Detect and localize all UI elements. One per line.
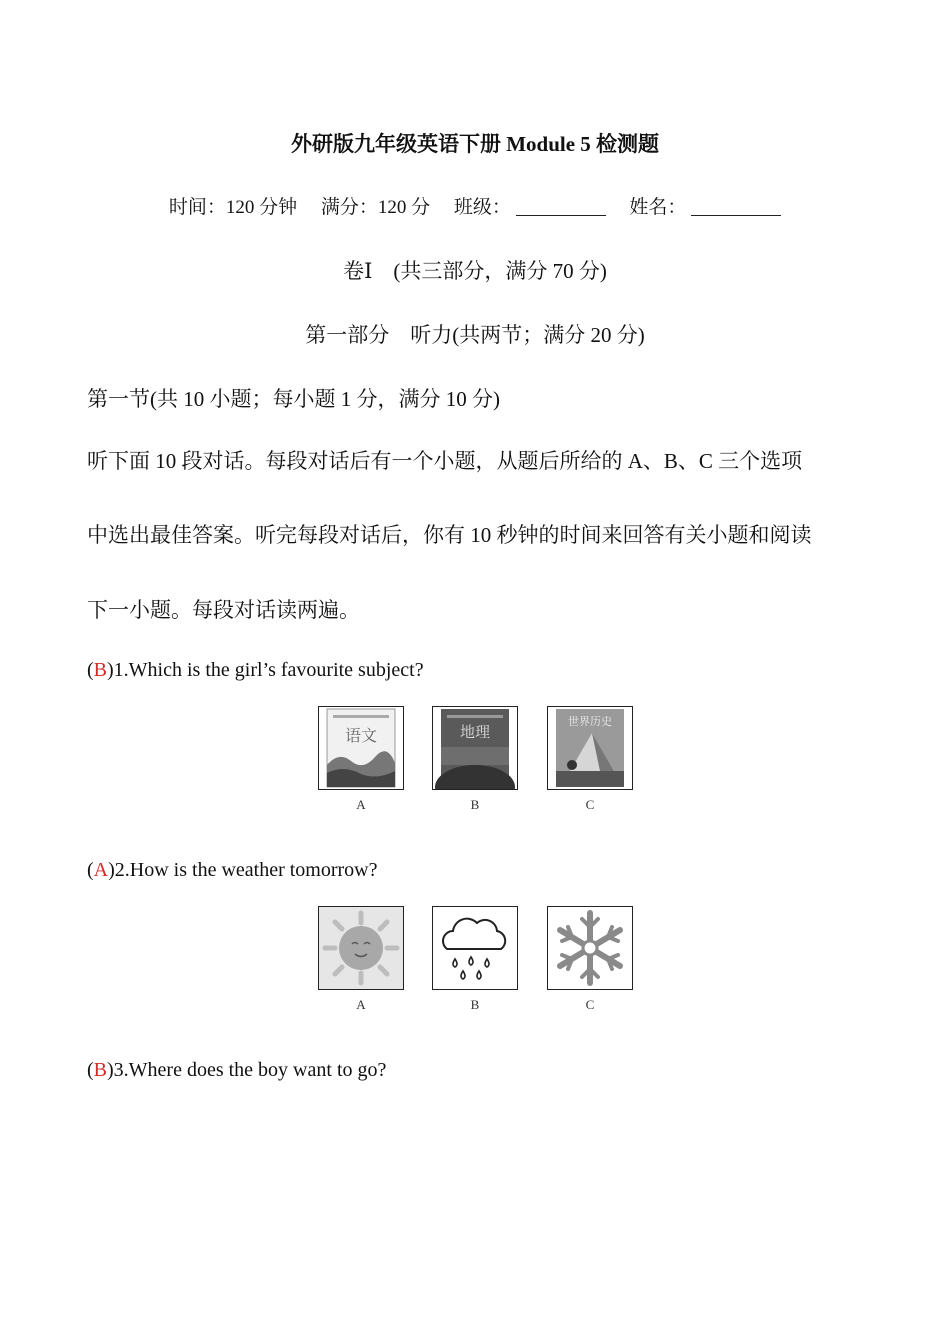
name-blank[interactable]	[691, 195, 781, 216]
instructions-line-2: 中选出最佳答案。听完每段对话后，你有 10 秒钟的时间来回答有关小题和阅读	[87, 523, 812, 547]
svg-text:语文: 语文	[344, 726, 378, 745]
exam-score: 满分：120 分	[320, 197, 431, 218]
option-label: B	[470, 997, 480, 1012]
option-label: C	[585, 797, 595, 812]
exam-info	[0, 192, 950, 219]
option-label: A	[356, 997, 366, 1012]
class-label: 班级：	[453, 197, 511, 218]
instructions-line-3: 下一小题。每段对话读两遍。	[87, 598, 360, 622]
answer-2: A	[93, 859, 109, 881]
instructions-line-1: 听下面 10 段对话。每段对话后有一个小题，从题后所给的 A、B、C 三个选项	[87, 449, 803, 473]
question-3: (B)3.Where does the boy want to go?	[87, 1059, 387, 1081]
answer-3: B	[93, 1059, 108, 1081]
exam-time: 时间：120 分钟	[168, 197, 298, 218]
option-label: C	[585, 997, 595, 1012]
answer-1: B	[93, 659, 108, 681]
sun-icon[interactable]	[318, 906, 404, 990]
part-heading: 第一部分 听力(共两节；满分 20 分)	[305, 323, 645, 347]
question-1: (B)1.Which is the girl’s favourite subject?	[87, 659, 424, 681]
option-label: A	[356, 797, 366, 812]
volume-heading: 卷Ⅰ (共三部分，满分 70 分)	[343, 259, 607, 283]
name-label: 姓名：	[629, 197, 687, 218]
rain-cloud-icon[interactable]	[432, 906, 518, 990]
history-textbook-icon[interactable]	[547, 706, 633, 790]
svg-text:世界历史: 世界历史	[568, 715, 612, 728]
chinese-textbook-icon[interactable]	[318, 706, 404, 790]
geography-textbook-icon[interactable]	[432, 706, 518, 790]
class-blank[interactable]	[516, 195, 606, 216]
section-heading: 第一节(共 10 小题；每小题 1 分，满分 10 分)	[87, 387, 500, 411]
option-label: B	[470, 797, 480, 812]
question-1-text: )1.Which is the girl’s favourite subject?	[107, 659, 424, 681]
question-2: (A)2.How is the weather tomorrow?	[87, 859, 378, 881]
question-3-text: )3.Where does the boy want to go?	[107, 1059, 387, 1081]
snowflake-icon[interactable]	[547, 906, 633, 990]
question-2-text: )2.How is the weather tomorrow?	[108, 859, 378, 881]
svg-text:地理: 地理	[459, 723, 491, 741]
page-title: 外研版九年级英语下册 Module 5 检测题	[290, 132, 660, 156]
